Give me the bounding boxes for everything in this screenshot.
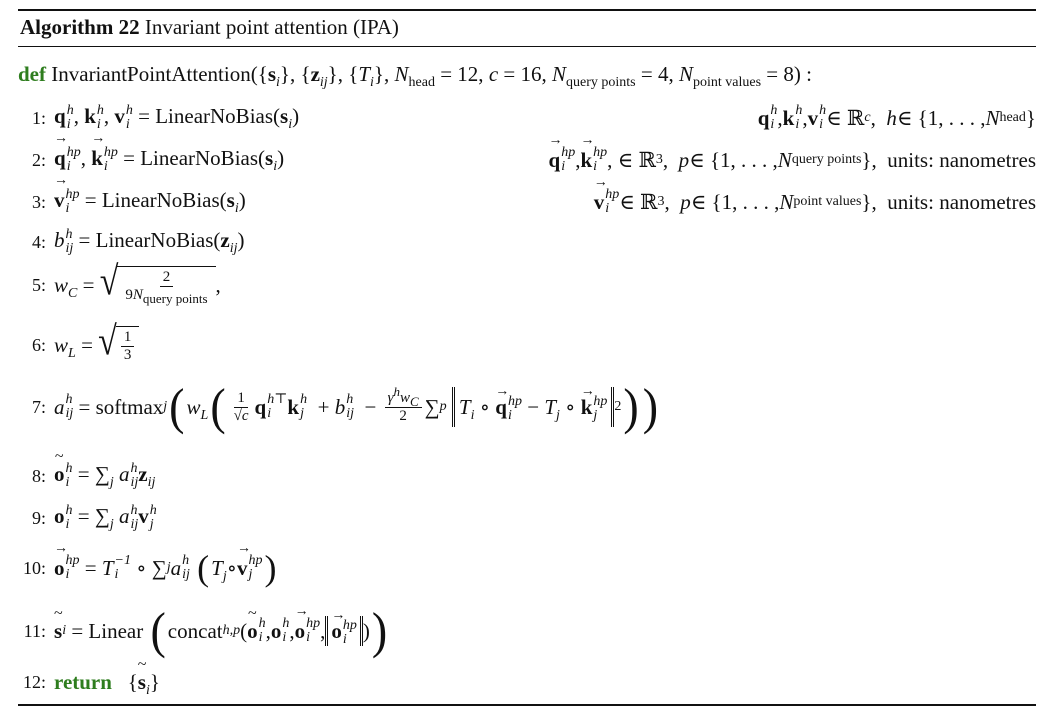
- algo-line-3: 3: → v hp i = $LinearNoBias(s_i)$: [18, 188, 246, 216]
- algo-line-2-comment: → q hp i , → k hp i , ∈ ℝ 3 , p ∈ {1, . . . , N query points }, units: nanometres: [549, 146, 1036, 174]
- return-keyword: return: [54, 670, 112, 694]
- algo-line-1: 1: q h i , k h i , v h i = $LinearNoBias(s_i)$: [31, 103, 300, 133]
- def-keyword: def: [18, 62, 46, 86]
- algo-line-12-code: {~ $s_i$}: [128, 670, 160, 695]
- algo-line-6: 6: $w_L$ = √ $\frac{1}{3}$: [18, 326, 139, 364]
- algo-line-10-code: → o hp i = T −1 i ∘ ∑ j a h ij ( $T_j$ ∘ → v hp j ): [54, 550, 279, 586]
- algo-line-12: 12: return {~ $s_i$}: [18, 670, 160, 695]
- algo-line-8-code: ~ o h i = $\sum_j$ a h ij $z_{ij}$: [54, 462, 155, 490]
- def-line: [18, 62, 812, 91]
- algo-line-11: 11: ~ s i = Linear ( concat h,p ( ~ o h i , o h i , → o hp i , → o hp i ) ): [18, 608, 389, 654]
- algo-line-2-code: → q hp i , → k hp i = $LinearNoBias(s_i)$: [54, 146, 284, 174]
- algo-line-3-comment: → v hp i ∈ ℝ 3 , p ∈ {1, . . . , N point values }, units: nanometres: [594, 188, 1036, 216]
- algo-line-10: 10: → o hp i = T −1 i ∘ ∑ j a h ij ( $T_j$ ∘ → v hp j ): [18, 550, 279, 586]
- algo-line-6-code: $w_L$ = √ $\frac{1}{3}$: [54, 326, 139, 364]
- function-args: ($\{s_i\}$, $\{z_{ij}\}$, $\{T_i\}$, $N_{head} = 12$, c = 16, $N_{query points} = 4$, $N_{point values} = 8$) :: [250, 62, 812, 91]
- header-rule: [18, 46, 1036, 47]
- algo-line-5: 5: $w_C$ = √ $\frac{2}{9N_{query points}}$ ,: [31, 259, 221, 306]
- algo-line-7: 7: a h ij = softmax j ( $w_L$ ( $\frac{1}{√c}$ q h⊤ i k h j + b h ij − $\frac{\gamma^hw_C}{2}$ ∑ p $T_i$ ∘ → q hp i − $T_j$ ∘ → k hp j 2 ) ): [18, 384, 660, 430]
- algo-line-9: 9: o h i = $\sum_j$ a h ij v h j: [31, 503, 157, 533]
- algo-line-3-code: → v hp i = $LinearNoBias(s_i)$: [54, 188, 246, 216]
- algorithm-title: Invariant point attention (IPA): [144, 15, 399, 39]
- algo-line-11-code: ~ s i = Linear ( concat h,p ( ~ o h i , o h i , → o hp i , → o hp i ) ): [54, 608, 389, 654]
- algorithm-header: [20, 15, 399, 40]
- algo-line-4: 4: b h ij = $LinearNoBias(z_{ij})$: [31, 227, 245, 257]
- top-rule: [18, 9, 1036, 11]
- algo-line-8: 8: ~ o h i = $\sum_j$ a h ij $z_{ij}$: [18, 462, 155, 490]
- algo-line-2: 2: → q hp i , → k hp i = $LinearNoBias(s_i)$: [18, 146, 284, 174]
- algo-line-5-code: $w_C$ = √ $\frac{2}{9N_{query points}}$ ,: [54, 259, 221, 306]
- algo-line-9-code: o h i = $\sum_j$ a h ij v h j: [54, 503, 157, 533]
- function-name: InvariantPointAttention: [51, 62, 251, 86]
- algo-line-1-code: q h i , k h i , v h i = $LinearNoBias(s_i)$: [54, 103, 300, 133]
- algo-line-7-code: a h ij = softmax j ( $w_L$ ( $\frac{1}{√c}$ q h⊤ i k h j + b h ij − $\frac{\gamma^hw_C}{2}$ ∑ p $T_i$ ∘ → q hp i − $T_j$ ∘ → k hp j 2 ) ): [54, 384, 660, 430]
- algo-line-4-code: b h ij = $LinearNoBias(z_{ij})$: [54, 227, 245, 257]
- bottom-rule: [18, 704, 1036, 706]
- algo-line-1-comment: q h i , k h i , v h i ∈ ℝ c , h ∈ {1, . . . , N head }: [757, 103, 1036, 132]
- algorithm-label: Algorithm 22: [20, 15, 140, 39]
